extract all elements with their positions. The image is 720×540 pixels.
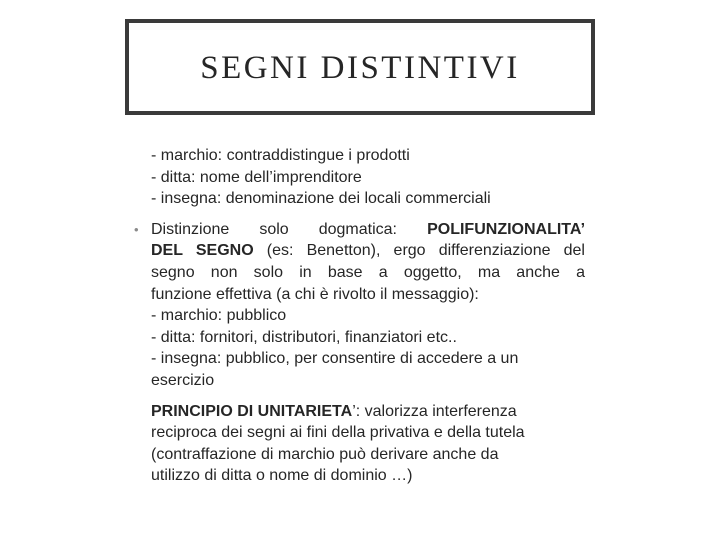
bullet-l1-bold: POLIFUNZIONALITA’ [427, 220, 586, 238]
intro-line-marchio: - marchio: contraddistingue i prodotti [151, 147, 410, 164]
bullet-line-3: segno non solo in base a oggetto, ma anche a [151, 263, 585, 281]
slide-content [133, 145, 585, 487]
principio-paragraph [133, 401, 585, 487]
bullet-line-4: funzione effettiva (a chi è rivolto il messaggio): [151, 285, 479, 303]
bullet-sub-insegna: - insegna: pubblico, per consentire di accedere a un [151, 350, 519, 368]
principio-rest: ’: valorizza interferenza [352, 402, 517, 420]
bullet-sub-ditta: - ditta: fornitori, distributori, finanziatori etc.. [151, 328, 457, 346]
bullet-marker: • [134, 221, 139, 237]
principio-line-3: (contraffazione di marchio può derivare anche da [151, 445, 499, 463]
bullet-l2-bold: DEL SEGNO [151, 242, 254, 260]
bullet-line-2 [151, 240, 585, 262]
bullet-l1-prefix: Distinzione solo dogmatica: [151, 220, 398, 238]
principio-line-4: utilizzo di ditta o nome di dominio …) [151, 467, 413, 485]
intro-line-ditta: - ditta: nome dell’imprenditore [151, 168, 362, 186]
slide-title: SEGNI DISTINTIVI [200, 49, 520, 86]
bullet-l2-rest: (es: Benetton), ergo differenziazione del [253, 242, 585, 260]
bullet-line-1 [151, 219, 585, 241]
intro-list [133, 145, 585, 210]
principio-line-2: reciproca dei segni ai fini della privativa e della tutela [151, 424, 525, 442]
bullet-sub-marchio: - marchio: pubblico [151, 307, 287, 325]
principio-bold: PRINCIPIO DI UNITARIETA [151, 402, 353, 420]
title-box [125, 19, 595, 115]
bullet-distinzione [133, 219, 585, 392]
intro-line-insegna: - insegna: denominazione dei locali commerciali [151, 190, 491, 208]
principio-line-1 [151, 401, 585, 423]
bullet-sub-esercizio: esercizio [151, 371, 215, 389]
